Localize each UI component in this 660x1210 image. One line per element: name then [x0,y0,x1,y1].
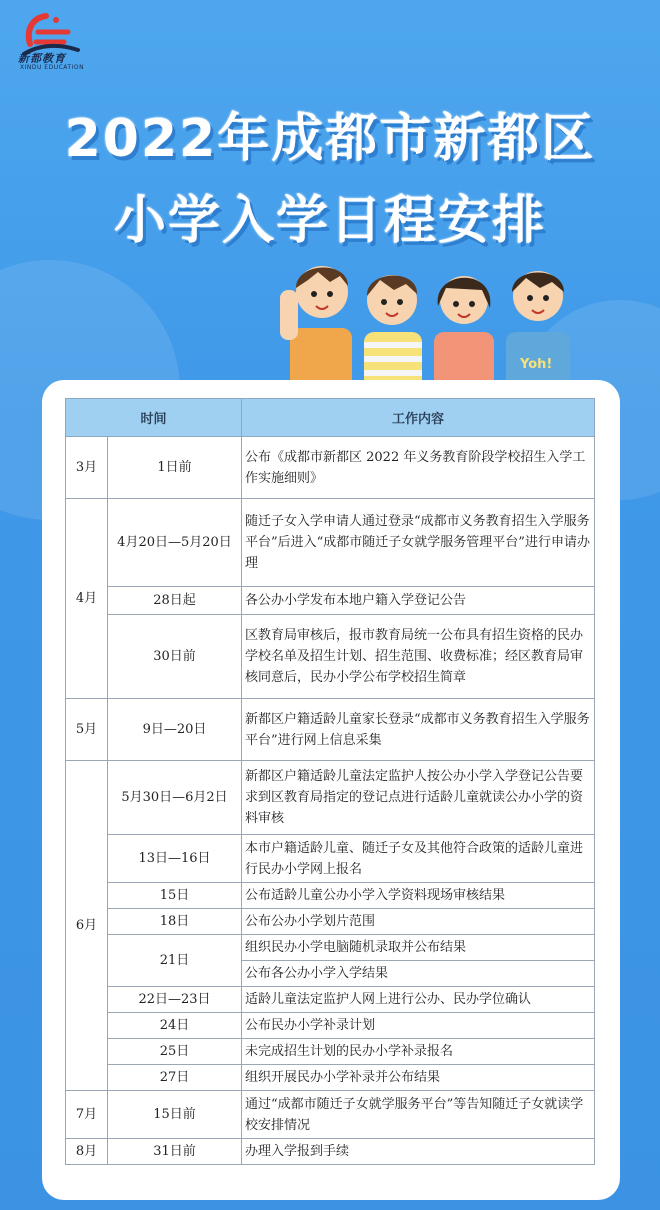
date-cell: 5月30日—6月2日 [108,761,242,835]
content-cell: 公布各公办小学入学结果 [242,961,595,987]
month-cell: 7月 [66,1091,108,1139]
content-cell: 各公办小学发布本地户籍入学登记公告 [242,587,595,615]
table-row [66,437,595,499]
month-cell: 8月 [66,1139,108,1165]
table-row [66,615,595,699]
date-cell: 1日前 [108,437,242,499]
students-illustration [270,250,590,390]
date-cell: 15日前 [108,1091,242,1139]
table-row [66,499,595,587]
month-cell: 3月 [66,437,108,499]
date-cell: 30日前 [108,615,242,699]
date-cell: 9日—20日 [108,699,242,761]
date-cell: 25日 [108,1039,242,1065]
content-cell: 新都区户籍适龄儿童家长登录“成都市义务教育招生入学服务平台”进行网上信息采集 [242,699,595,761]
date-cell: 13日—16日 [108,835,242,883]
table-row [66,883,595,909]
content-cell: 公布适龄儿童公办小学入学资料现场审核结果 [242,883,595,909]
content-cell: 未完成招生计划的民办小学补录报名 [242,1039,595,1065]
table-header-row [66,399,595,437]
table-row [66,835,595,883]
date-cell: 24日 [108,1013,242,1039]
content-cell: 适龄儿童法定监护人网上进行公办、民办学位确认 [242,987,595,1013]
svg-text:Yoh!: Yoh! [520,357,553,372]
table-row [66,1091,595,1139]
table-row [66,909,595,935]
date-cell: 22日—23日 [108,987,242,1013]
date-cell: 28日起 [108,587,242,615]
content-cell: 新都区户籍适龄儿童法定监护人按公办小学入学登记公告要求到区教育局指定的登记点进行适龄儿童就读公办小学的资料审核 [242,761,595,835]
table-row [66,587,595,615]
date-cell: 15日 [108,883,242,909]
content-cell: 通过“成都市随迁子女就学服务平台”等告知随迁子女就读学校安排情况 [242,1091,595,1139]
month-cell: 5月 [66,699,108,761]
table-row [66,1139,595,1165]
content-cell: 公布民办小学补录计划 [242,1013,595,1039]
date-cell: 4月20日—5月20日 [108,499,242,587]
page-title-line2: 小学入学日程安排 [113,191,546,251]
date-cell: 31日前 [108,1139,242,1165]
content-cell: 组织民办小学电脑随机录取并公布结果 [242,935,595,961]
month-cell: 6月 [66,761,108,1091]
logo-subtext: XINDU EDUCATION [20,64,85,71]
header-time: 时间 [66,399,242,437]
content-cell: 随迁子女入学申请人通过登录“成都市义务教育招生入学服务平台”后进入“成都市随迁子女就学服务管理平台”进行申请办理 [242,499,595,587]
table-row [66,699,595,761]
date-cell: 21日 [108,935,242,987]
date-cell: 27日 [108,1065,242,1091]
date-cell: 18日 [108,909,242,935]
content-cell: 组织开展民办小学补录并公布结果 [242,1065,595,1091]
table-row [66,761,595,835]
header-content: 工作内容 [242,399,595,437]
content-cell: 公布《成都市新都区 2022 年义务教育阶段学校招生入学工作实施细则》 [242,437,595,499]
content-cell: 本市户籍适龄儿童、随迁子女及其他符合政策的适龄儿童进行民办小学网上报名 [242,835,595,883]
page-title-line1: 2022年成都市新都区 [64,109,596,169]
table-row [66,1039,595,1065]
table-row [66,987,595,1013]
logo-text: 新都教育 [18,52,66,65]
content-cell: 公布公办小学划片范围 [242,909,595,935]
month-cell: 4月 [66,499,108,699]
table-row [66,935,595,961]
schedule-table [65,398,595,1165]
content-cell: 区教育局审核后，报市教育局统一公布具有招生资格的民办学校名单及招生计划、招生范围、收费标准；经区教育局审核同意后，民办小学公布学校招生简章 [242,615,595,699]
content-cell: 办理入学报到手续 [242,1139,595,1165]
table-row [66,1065,595,1091]
table-row [66,1013,595,1039]
